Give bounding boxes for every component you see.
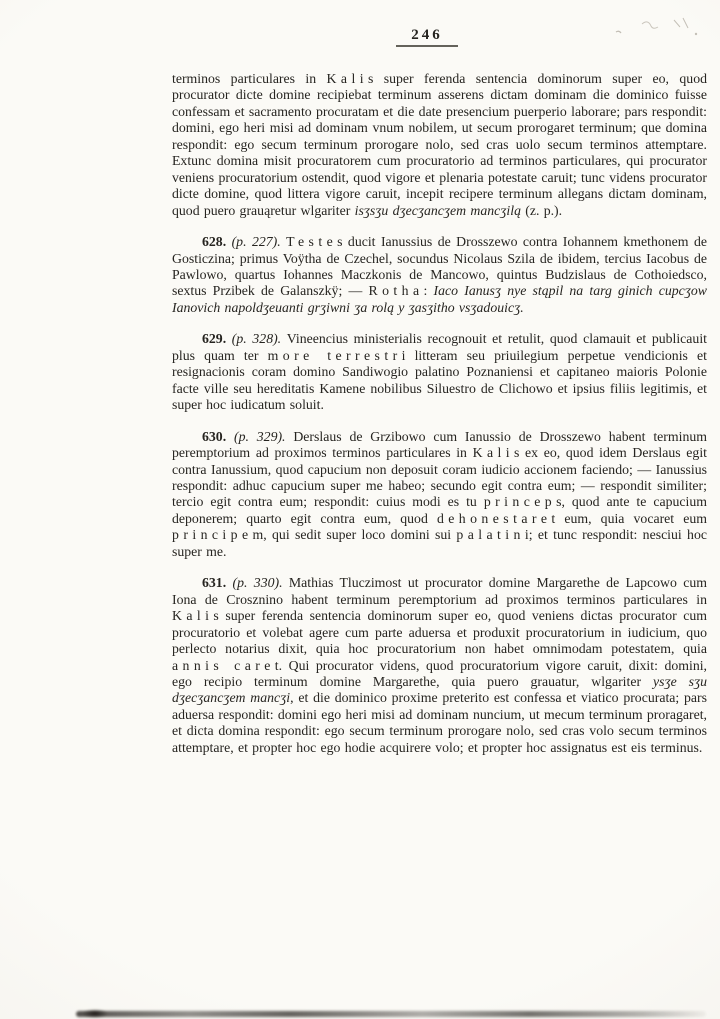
text-run-bold: 629. (202, 331, 227, 347)
text-run-italic: (p. 328). (226, 331, 287, 347)
text-run-italic: (p. 330). (226, 575, 289, 591)
text-run-normal: , et die dominico proxime preterito est confessa et viatico procurata; pars aduersa respondit: domini ego heri misi ad dominam nuncium, ut mecum terminum proragaret, et dicta domina respondit: ego secum terminum prorogare nolo, sed cras volo secum terminos attemptare, et propter hoc ego hodie acquirere volo; et propter hoc assignatus est eis terminus. (172, 690, 708, 755)
scan-bottom-smudge (76, 1011, 706, 1017)
page-number: 246 (396, 27, 458, 47)
pencil-marks-icon (608, 12, 708, 46)
text-run-normal: Vineencius ministerialis recognouit et retulit, quod clamauit et publicauit plus quam ter (172, 331, 707, 363)
text-run-spaced: dehonestaret (436, 510, 560, 526)
text-run-spaced: annis caret (172, 657, 284, 673)
text-run-italic: (p. 329). (226, 428, 294, 444)
paragraph-entry-628 (172, 234, 707, 316)
paragraph-continuation-627 (172, 71, 707, 219)
text-run-normal: eum, quia vocaret eum (555, 510, 707, 526)
text-run-normal: terminos particulares in (172, 71, 327, 86)
text-run-italic: isʒsʒu dʒecʒancʒem mancʒilą (354, 202, 521, 218)
text-run-normal: ex eo, quod idem Derslaus egit contra Ianussium, quod capucium non deposuit coram iudicio accionem faciendo; — Ianussius respondit: adhuc capucium super me habeo; secundo egit contra eum; — respondit similiter; tercio egit contra eum; respondit: cuius modi es tu (172, 445, 707, 510)
text-run-normal: . Qui procurator videns, quod procuratorium vigore caruit, dixit: domini, ego recipio terminum domine Margarethe, quia puero grauatur, wlgariter (172, 657, 708, 689)
text-run-spaced: principem (172, 527, 268, 543)
text-run-normal: Mathias Tluczimost ut procurator domine Margarethe de Lapcowo cum Iona de Crosznino habent terminum peremptorium ad proximos terminos particulares in (172, 575, 707, 607)
text-run-normal: super ferenda sentencia dominorum super eo, quod veniens dictas procurator cum procuratorio et volebat agere cum parte aduersa et produxit procuratorium in iudicium, quo perlecto notarius dixit, quia hoc procuratorium non habet omnimodam potestatem, quia (172, 608, 707, 657)
text-run-normal: ; et tunc respondit: nesciui hoc super me. (172, 527, 707, 559)
text-run-spaced: Testes (286, 234, 347, 250)
paragraph-entry-631 (172, 575, 707, 756)
text-run-spaced: Kalis (472, 445, 524, 461)
text-run-spaced: Rotha: (368, 283, 432, 299)
text-run-spaced: palatini (456, 527, 534, 543)
text-run-italic: Iaco Ianusʒ nye stąpil na targ ginich cupcʒow Ianovich napoldʒeuanti grʒiwni ʒa rolą y ʒasʒitho vsʒadouicʒ. (172, 283, 707, 315)
text-run-normal: super ferenda sentencia dominorum super eo, quod procurator dicte domine recipiebat terminum asserens dictam dominam die dominico fuisse confessam et sacramento procuratam et die date presencium puerperio laborare; pars respondit: domini, ego heri misi ad dominam vnum nobilem, ut secum prorogaret terminum; que domina respondit: ego secum terminum prorogare nolo, sed cras uolo secum terminos attemptare. Extunc domina misit procuratorem cum procuratorio ad terminos particulares, qui procurator veniens procuratorium ostendit, quod vigore et plenaria potestate caruit; tunc videns procurator dicte domine, quod littera vigore caruit, incepit recipere terminum allegans dictam dominam, quod puero grauąretur wlgariter (172, 71, 707, 218)
text-run-bold: 628. (202, 234, 227, 250)
text-run-spaced: more terrestri (267, 347, 410, 363)
text-block (172, 71, 707, 756)
text-run-normal: , quod ante te capucium deponerem; quarto egit contra eum, quod (172, 494, 707, 526)
text-run-italic: ysʒe sʒu dʒecʒancʒem mancʒi (172, 673, 707, 706)
text-run-bold: 630. (202, 428, 227, 444)
text-run-spaced: Kalis (326, 71, 378, 86)
text-run-normal: Derslaus de Grzibowo cum Ianussio de Drosszewo habent terminum peremptorium ad proximos terminos particulares in (172, 428, 707, 461)
text-run-spaced: princeps (483, 494, 566, 510)
text-run-italic: (p. 227). (226, 234, 287, 250)
text-run-normal: litteram seu priuilegium perpetue vendicionis et resignacionis coram domino Sandiwogio palatino Poznaniensi et capitaneo maioris Polonie facte ville seu hereditatis Kamene nobilibus Siluestro de Clichowo et ipsius filiis legitimis, et super hoc iudicatum soluit. (172, 347, 707, 413)
text-run-normal: (z. p.). (520, 202, 563, 218)
text-run-normal: , qui sedit super loco domini sui (263, 527, 457, 543)
text-run-normal: ducit Ianussius de Drosszewo contra Iohannem kmethonem de Gosticzina; primus Voÿtha de Czechel, socundus Nicolaus Szila de ibidem, tercius Iacobus de Pawlowo, quartus Iohannes Maczkonis de Mancowo, quintus Budzislaus de Cothoiedsco, sextus Przibek de Galanszkÿ; — (172, 234, 707, 299)
paragraph-entry-630 (172, 429, 707, 561)
text-run-spaced: Kalis (172, 608, 224, 624)
paragraph-entry-629 (172, 331, 707, 413)
text-run-bold: 631. (202, 575, 227, 591)
